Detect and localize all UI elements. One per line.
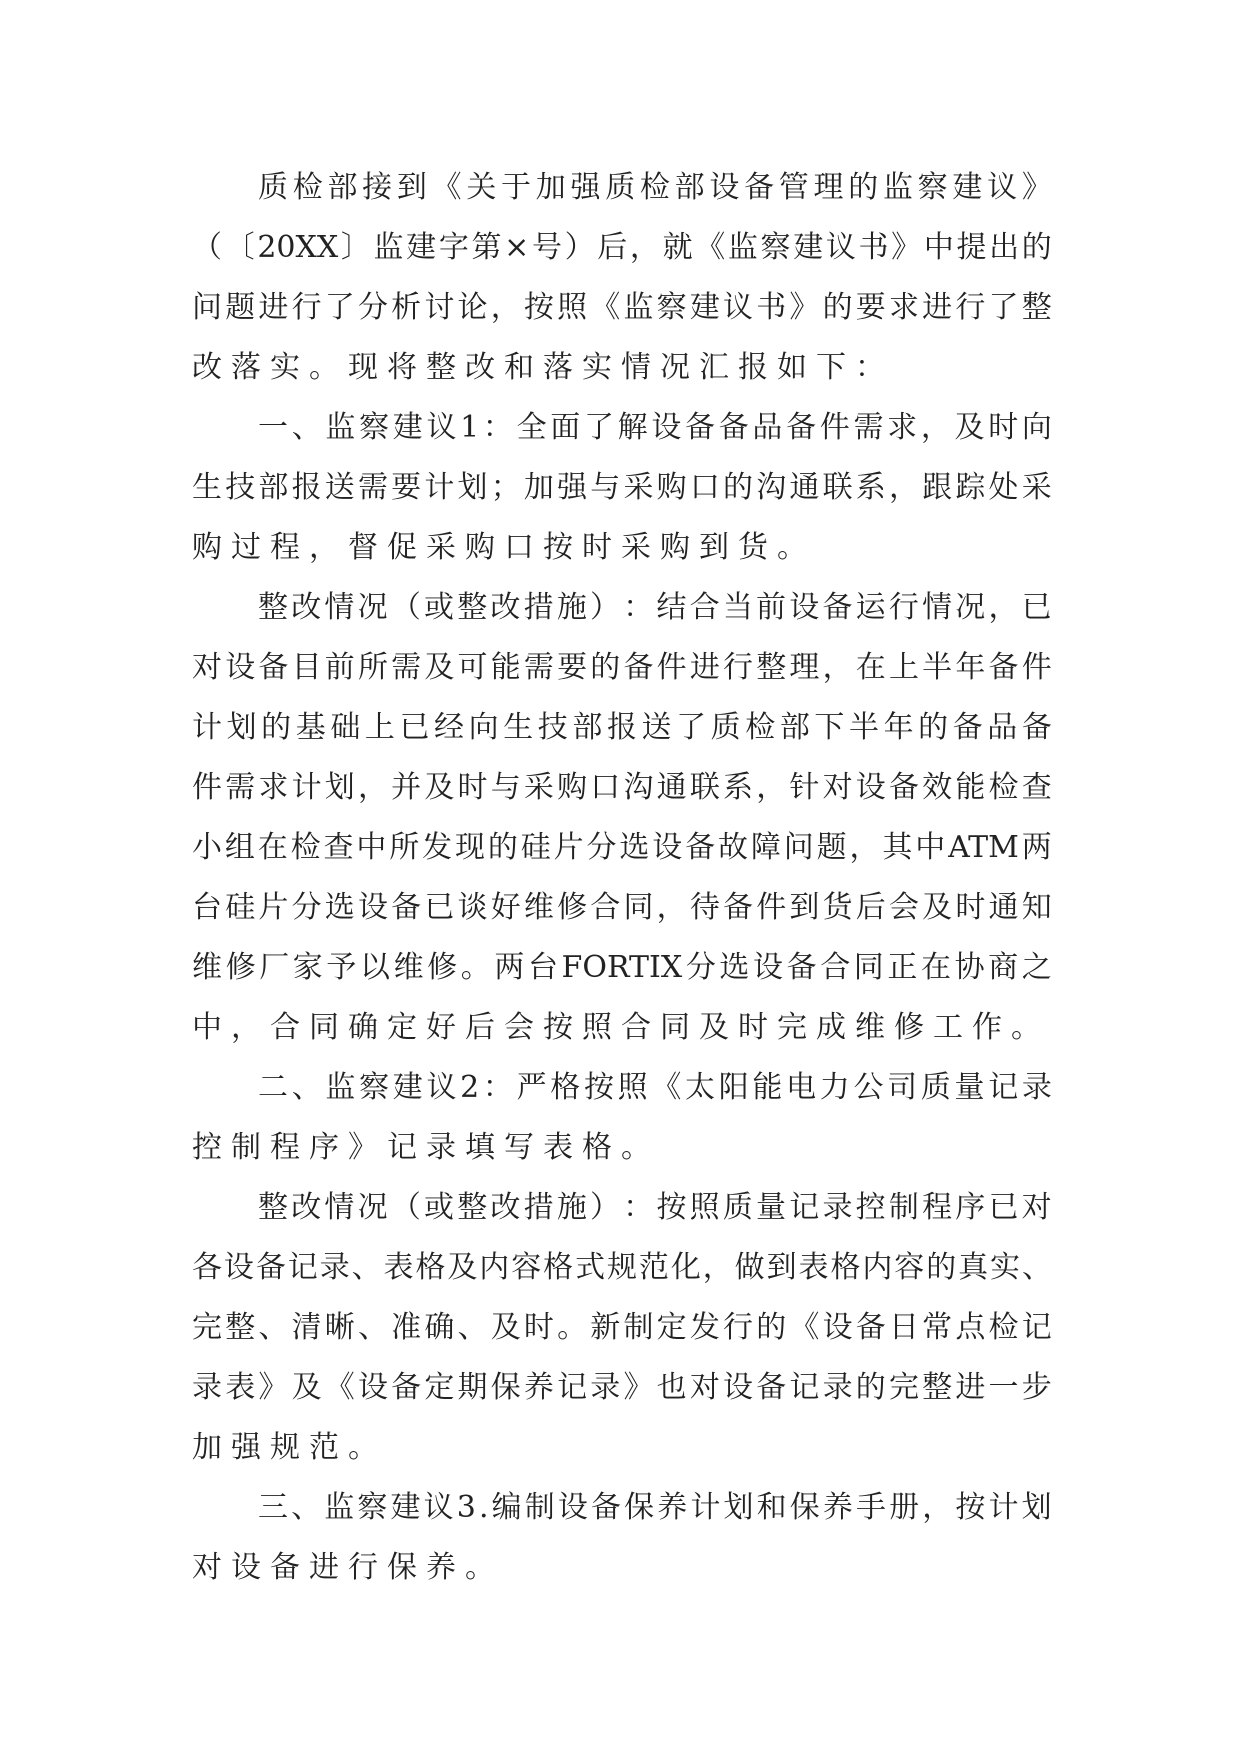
text-line: 二 、 监 察 建 议 2 ： 严 格 按 照 《 太 阳 能 电 力 公 司 质 量 记 录	[258, 1070, 1052, 1105]
text-line: 各 设 备 记 录 、 表 格 及 内 容 格 式 规 范 化 ， 做 到 表 格 内 容 的 真 实 、	[192, 1250, 1052, 1285]
paragraph-rectification-2	[192, 1178, 1052, 1478]
text-line: 三 、 监 察 建 议 3 . 编 制 设 备 保 养 计 划 和 保 养 手 册 ， 按 计 划	[258, 1490, 1052, 1525]
text-line: 中，合同确定好后会按照合同及时完成维修工作。	[192, 1010, 1050, 1045]
paragraph-suggestion-3	[192, 1478, 1052, 1598]
text-line: 整 改 情 况 （ 或 整 改 措 施 ） ： 结 合 当 前 设 备 运 行 情 况 ， 已	[258, 590, 1052, 625]
paragraph-rectification-1	[192, 578, 1052, 1058]
paragraph-suggestion-1	[192, 398, 1052, 578]
text-line: 小 组 在 检 查 中 所 发 现 的 硅 片 分 选 设 备 故 障 问 题 ， 其 中 ATM 两	[192, 830, 1052, 865]
document-body	[192, 158, 1052, 1598]
text-line: 控制程序》记录填写表格。	[192, 1130, 660, 1165]
text-line: （ 〔 20XX 〕 监 建 字 第 × 号 ） 后 ， 就 《 监 察 建 议 书 》 中 提 出 的	[192, 230, 1052, 265]
text-line: 计 划 的 基 础 上 已 经 向 生 技 部 报 送 了 质 检 部 下 半 年 的 备 品 备	[192, 710, 1052, 745]
text-line: 录 表 》 及 《 设 备 定 期 保 养 记 录 》 也 对 设 备 记 录 的 完 整 进 一 步	[192, 1370, 1052, 1405]
paragraph-suggestion-2	[192, 1058, 1052, 1178]
text-line: 质 检 部 接 到 《 关 于 加 强 质 检 部 设 备 管 理 的 监 察 建 议 》	[258, 170, 1052, 205]
text-line: 一 、 监 察 建 议 1 ： 全 面 了 解 设 备 备 品 备 件 需 求 ， 及 时 向	[258, 410, 1052, 445]
text-line: 件 需 求 计 划 ， 并 及 时 与 采 购 口 沟 通 联 系 ， 针 对 设 备 效 能 检 查	[192, 770, 1052, 805]
text-line: 维 修 厂 家 予 以 维 修 。 两 台 FORTIX 分 选 设 备 合 同 正 在 协 商 之	[192, 950, 1052, 985]
paragraph-intro	[192, 158, 1052, 398]
text-line: 生 技 部 报 送 需 要 计 划 ； 加 强 与 采 购 口 的 沟 通 联 系 ， 跟 踪 处 采	[192, 470, 1052, 505]
text-line: 整 改 情 况 （ 或 整 改 措 施 ） ： 按 照 质 量 记 录 控 制 程 序 已 对	[258, 1190, 1052, 1225]
text-line: 问 题 进 行 了 分 析 讨 论 ， 按 照 《 监 察 建 议 书 》 的 要 求 进 行 了 整	[192, 290, 1052, 325]
text-line: 完 整 、 清 晰 、 准 确 、 及 时 。 新 制 定 发 行 的 《 设 备 日 常 点 检 记	[192, 1310, 1052, 1345]
text-line: 对 设 备 目 前 所 需 及 可 能 需 要 的 备 件 进 行 整 理 ， 在 上 半 年 备 件	[192, 650, 1052, 685]
text-line: 改落实。现将整改和落实情况汇报如下：	[192, 350, 894, 385]
text-line: 对设备进行保养。	[192, 1550, 504, 1585]
text-line: 购过程，督促采购口按时采购到货。	[192, 530, 816, 565]
text-line: 加强规范。	[192, 1430, 387, 1465]
text-line: 台 硅 片 分 选 设 备 已 谈 好 维 修 合 同 ， 待 备 件 到 货 后 会 及 时 通 知	[192, 890, 1052, 925]
